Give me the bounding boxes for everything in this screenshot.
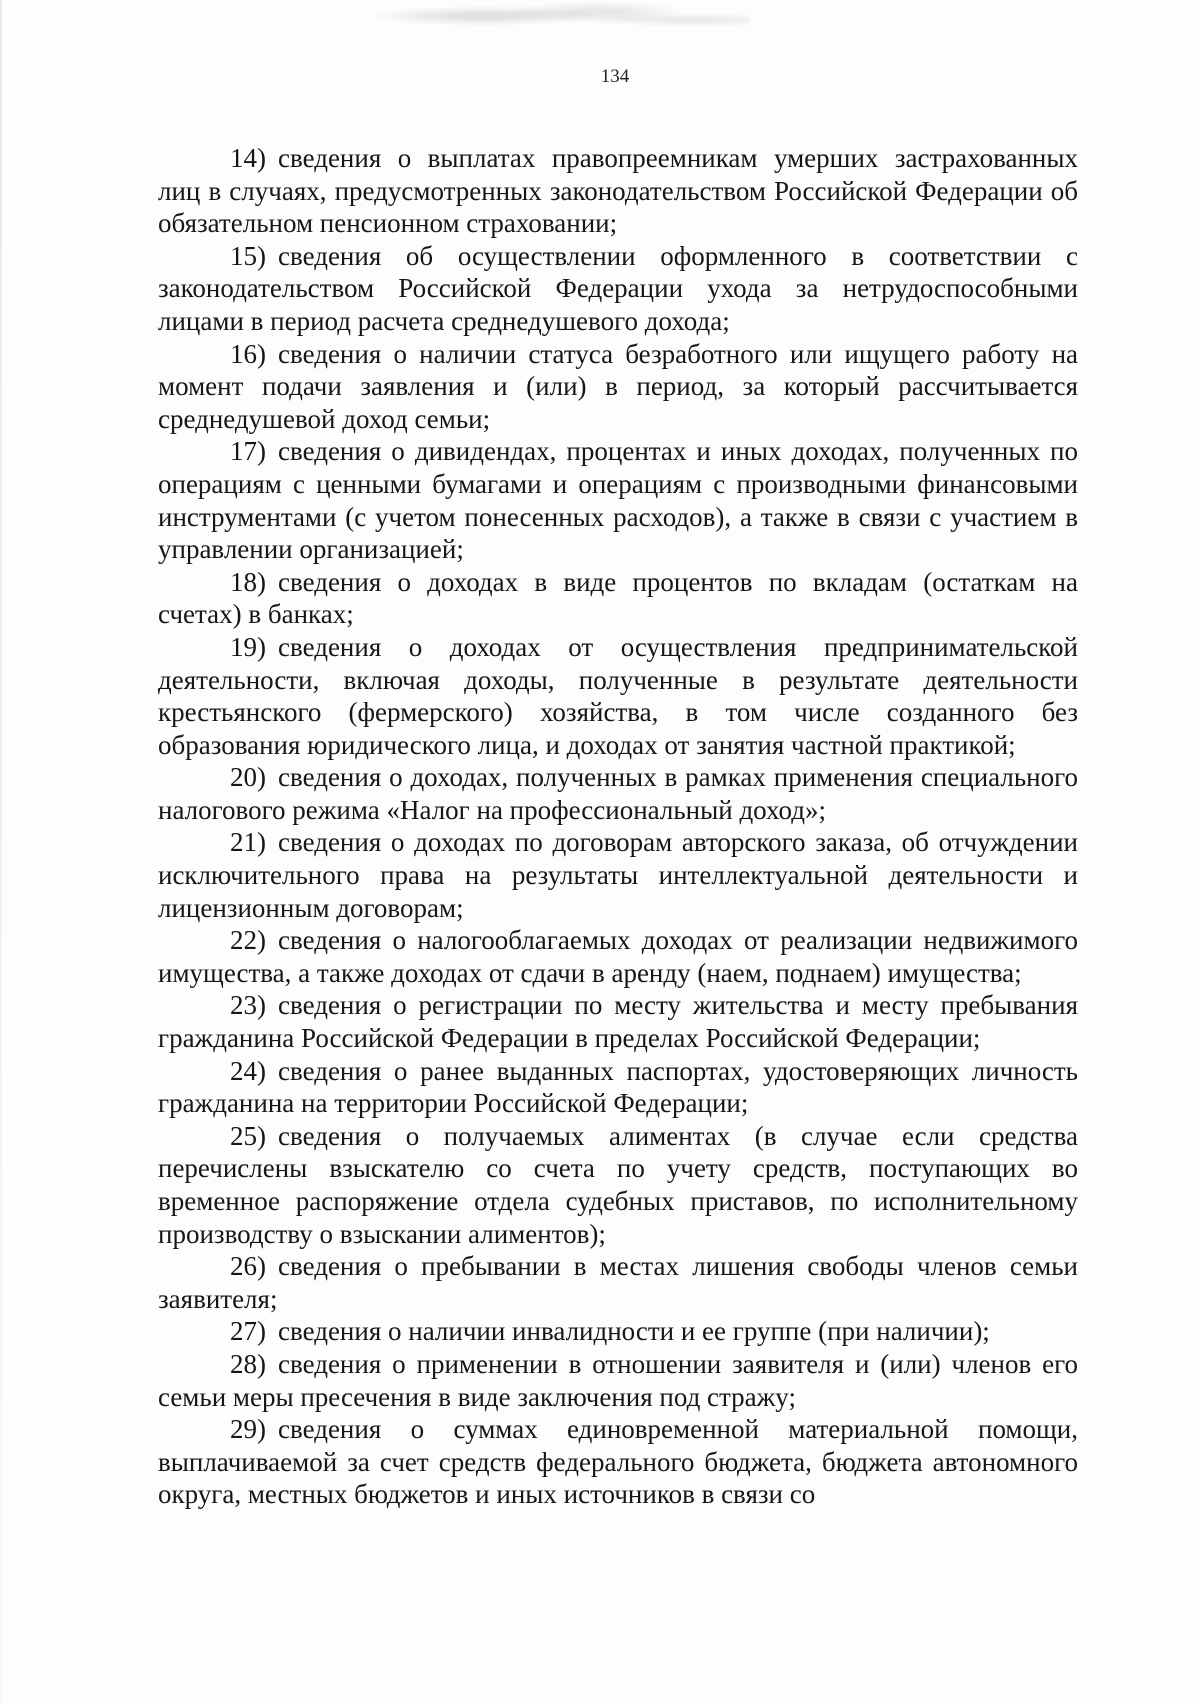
item-text: сведения о выплатах правопреемникам умерших застрахованных лиц в случаях, предусмотренных законодательством Российской Федерации об обязательном пенсионном страховании; — [158, 143, 1078, 239]
item-number: 26) — [230, 1251, 266, 1282]
item-number: 18) — [230, 566, 266, 597]
list-item — [158, 1348, 1078, 1413]
list-item — [158, 435, 1078, 565]
item-text: сведения о наличии статуса безработного или ищущего работу на момент подачи заявления и (или) в период, за который рассчитывается среднедушевой доход семьи; — [158, 338, 1078, 434]
item-text: сведения о доходах по договорам авторского заказа, об отчуждении исключительного права на результаты интеллектуальной деятельности и лицензионным договорам; — [158, 827, 1078, 923]
list-item — [158, 924, 1078, 989]
item-number: 17) — [230, 436, 266, 467]
item-number: 29) — [230, 1414, 266, 1445]
item-text: сведения о доходах от осуществления предпринимательской деятельности, включая доходы, полученные в результате деятельности крестьянского (фермерского) хозяйства, в том числе созданного без образования юридического лица, и доходах от занятия частной практикой; — [158, 631, 1078, 760]
list-item — [158, 631, 1078, 761]
page-number: 134 — [600, 66, 630, 87]
document-body — [158, 142, 1078, 1511]
item-number: 27) — [230, 1316, 266, 1347]
item-number: 15) — [230, 240, 266, 271]
list-item — [158, 761, 1078, 826]
item-text: сведения о налогооблагаемых доходах от реализации недвижимого имущества, а также доходах от сдачи в аренду (наем, поднаем) имущества; — [158, 925, 1078, 988]
item-number: 21) — [230, 827, 266, 858]
item-number: 20) — [230, 762, 266, 793]
item-number: 24) — [230, 1055, 266, 1086]
item-number: 19) — [230, 631, 266, 662]
item-number: 28) — [230, 1348, 266, 1379]
list-item — [158, 989, 1078, 1054]
item-text: сведения о доходах в виде процентов по вкладам (остаткам на счетах) в банках; — [158, 566, 1078, 630]
scan-edge-shadow — [0, 0, 2, 1704]
list-item — [158, 826, 1078, 924]
item-text: сведения о наличии инвалидности и ее группе (при наличии); — [278, 1316, 990, 1347]
item-number: 22) — [230, 925, 266, 956]
item-number: 14) — [230, 143, 266, 173]
list-item — [158, 1120, 1078, 1250]
item-number: 16) — [230, 338, 266, 369]
item-number: 25) — [230, 1120, 266, 1151]
item-text: сведения о ранее выданных паспортах, удостоверяющих личность гражданина на территории Российской Федерации; — [158, 1055, 1078, 1119]
list-item — [158, 566, 1078, 631]
list-item — [158, 1055, 1078, 1120]
list-item — [158, 142, 1078, 240]
item-text: сведения о регистрации по месту жительства и месту пребывания гражданина Российской Федерации в пределах Российской Федерации; — [158, 990, 1078, 1054]
scan-artifact — [370, 0, 750, 40]
item-text: сведения о дивидендах, процентах и иных доходах, полученных по операциям с ценными бумагами и операциям с производными финансовыми инструментами (с учетом понесенных расходов), а также в связи с участием в управлении организацией; — [158, 436, 1078, 565]
item-text: сведения о доходах, полученных в рамках применения специального налогового режима «Налог на профессиональный доход»; — [158, 762, 1078, 825]
item-text: сведения о пребывании в местах лишения свободы членов семьи заявителя; — [158, 1251, 1078, 1314]
list-item — [158, 338, 1078, 436]
item-text: сведения о получаемых алиментах (в случае если средства перечислены взыскателю со счета по учету средств, поступающих во временное распоряжение отдела судебных приставов, по исполнительному производству о взыскании алиментов); — [158, 1120, 1078, 1249]
item-text: сведения о применении в отношении заявителя и (или) членов его семьи меры пресечения в виде заключения под стражу; — [158, 1348, 1078, 1412]
list-item — [158, 1250, 1078, 1315]
list-item — [158, 1413, 1078, 1511]
item-number: 23) — [230, 990, 266, 1021]
list-item — [158, 240, 1078, 338]
item-text: сведения об осуществлении оформленного в соответствии с законодательством Российской Федерации ухода за нетрудоспособными лицами в период расчета среднедушевого дохода; — [158, 240, 1078, 336]
list-item — [158, 1315, 1078, 1348]
item-text: сведения о суммах единовременной материальной помощи, выплачиваемой за счет средств федерального бюджета, бюджета автономного округа, местных бюджетов и иных источников в связи со — [158, 1414, 1078, 1510]
